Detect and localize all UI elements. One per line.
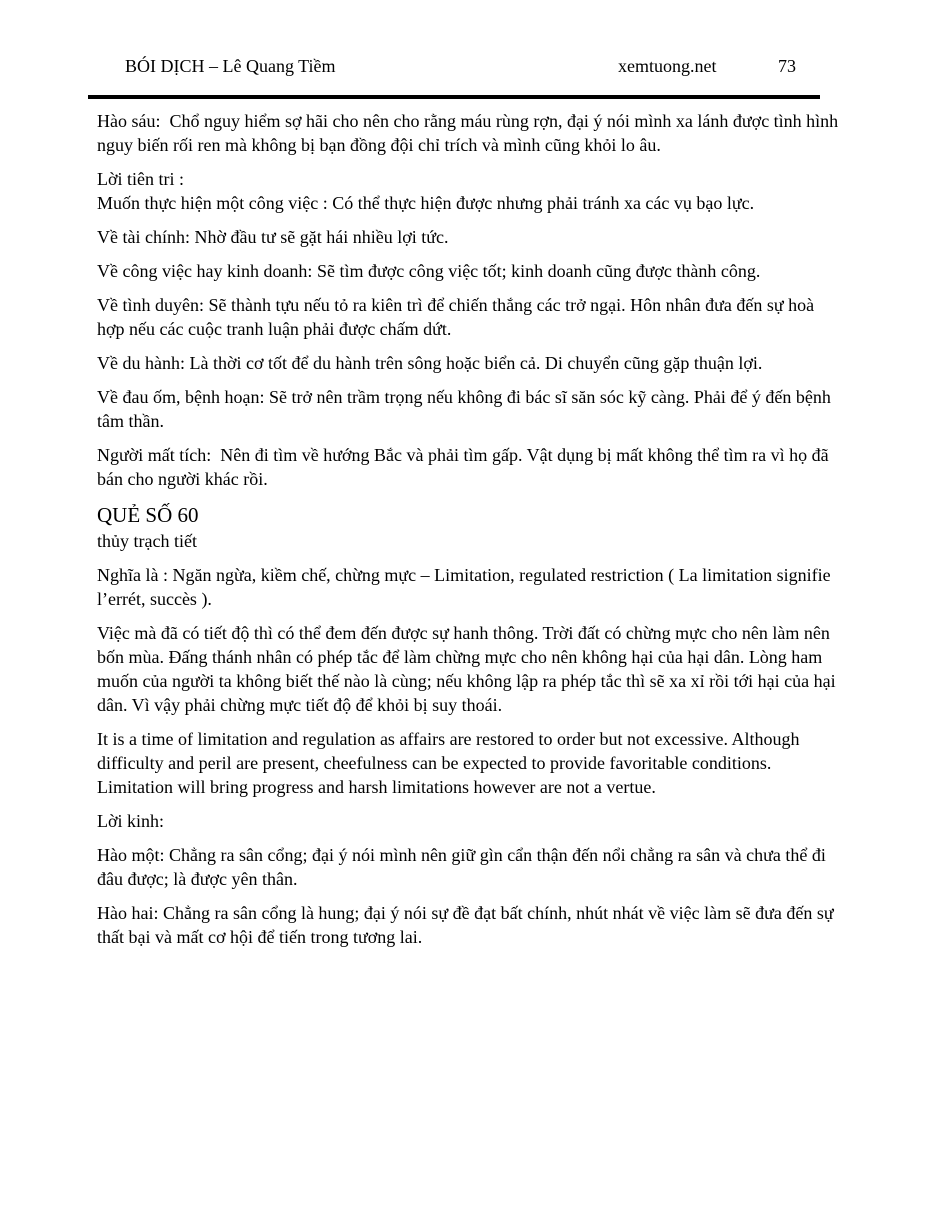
paragraph-hao-sau: Hào sáu: Chổ nguy hiểm sợ hãi cho nên cho rằng máu rùng rợn, đại ý nói mình xa lánh được tình hình nguy biến rối ren mà không bị bạn đồng đội chỉ trích và mình cũng khỏi lo âu. [97,111,843,155]
paragraph-hao-mot: Hào một: Chẳng ra sân cổng; đại ý nói mình nên giữ gìn cẩn thận đến nổi chẳng ra sân và chưa thể đi đâu được; là được yên thân. [97,845,831,889]
paragraph-muon-thuc-hien: Muốn thực hiện một công việc : Có thể thực hiện được nhưng phải tránh xa các vụ bạo lực. [97,193,755,213]
paragraph-viec-ma: Việc mà đã có tiết độ thì có thể đem đến được sự hanh thông. Trời đất có chừng mực cho nên làm nên bốn mùa. Đấng thánh nhân có phép tắc để làm chừng mực cho nên không hại của hại dân. Lòng ham muốn của người ta không biết thế nào là cùng; nếu không lập ra phép tắc thì sẽ xa xỉ rồi tới hại của hại dân. Vì vậy phải chừng mực tiết độ để khỏi bị suy thoái. [97,623,841,715]
paragraph-ve-tinh-duyen: Về tình duyên: Sẽ thành tựu nếu tỏ ra kiên trì để chiến thắng các trở ngại. Hôn nhân đưa đến sự hoà hợp nếu các cuộc tranh luận phải được chấm dứt. [97,295,819,339]
paragraph-english-summary: It is a time of limitation and regulation as affairs are restored to order but not excessive. Although difficulty and peril are present, cheefulness can be expected to provide favoritable conditions. Limitation will bring progress and harsh limitations however are not a vertue. [97,729,804,797]
paragraph-ve-dau-om: Về đau ốm, bệnh hoạn: Sẽ trở nên trầm trọng nếu không đi bác sĩ săn sóc kỹ càng. Phải để ý đến bệnh tâm thần. [97,387,836,431]
section-subtitle-thuy-trach-tiet: thủy trạch tiết [97,531,197,551]
paragraph-nghia-la: Nghĩa là : Ngăn ngừa, kiềm chế, chừng mực – Limitation, regulated restriction ( La limitation signifie l’errét, succès ). [97,565,836,609]
header-book-title: BÓI DỊCH – Lê Quang Tiềm [125,56,336,76]
paragraph-ve-du-hanh: Về du hành: Là thời cơ tốt để du hành trên sông hoặc biển cả. Di chuyển cũng gặp thuận lợi. [97,353,763,373]
paragraph-hao-hai: Hào hai: Chẳng ra sân cổng là hung; đại ý nói sự đề đạt bất chính, nhút nhát về việc làm sẽ đưa đến sự thất bại và mất cơ hội để tiến trong tương lai. [97,903,839,947]
paragraph-ve-tai-chinh: Về tài chính: Nhờ đầu tư sẽ gặt hái nhiều lợi tức. [97,227,449,247]
label-loi-kinh: Lời kinh: [97,811,165,831]
label-loi-tien-tri: Lời tiên tri : [97,169,185,189]
header-page-number: 73 [778,56,796,76]
paragraph-ve-cong-viec: Về công việc hay kinh doanh: Sẽ tìm được công việc tốt; kinh doanh cũng được thành công. [97,261,761,281]
section-heading-que-so-60: QUẺ SỐ 60 [97,503,199,527]
header-site-name: xemtuong.net [618,56,717,76]
header-rule [88,95,820,99]
page-content [97,109,845,959]
paragraph-nguoi-mat-tich: Người mất tích: Nên đi tìm về hướng Bắc và phải tìm gấp. Vật dụng bị mất không thể tìm ra vì họ đã bán cho người khác rồi. [97,445,834,489]
